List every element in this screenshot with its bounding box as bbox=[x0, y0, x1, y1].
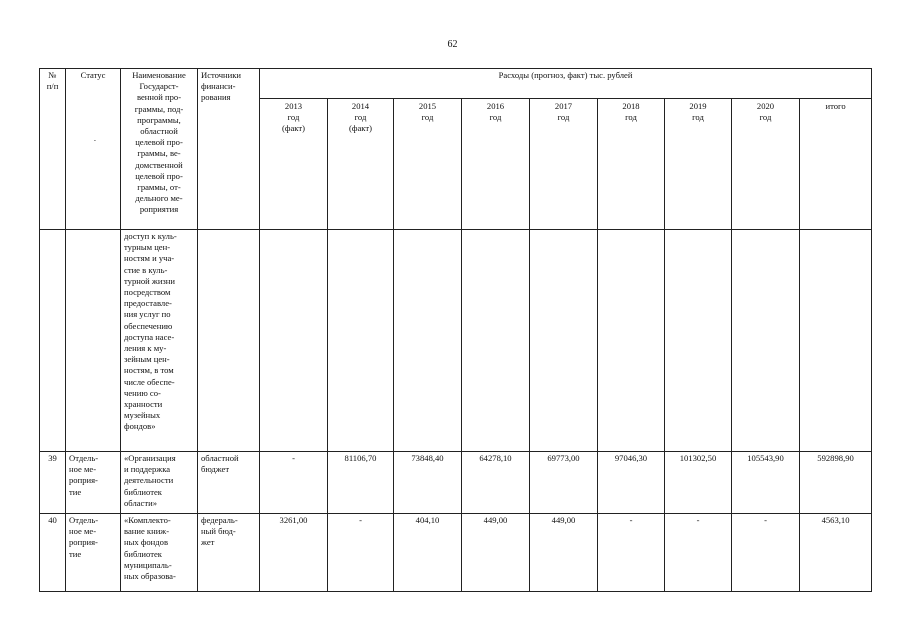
source-header: Источники финанси- рования bbox=[198, 69, 260, 230]
expenses-table bbox=[39, 68, 872, 592]
value-2013: 3261,00 bbox=[260, 514, 328, 592]
value-total: 592898,90 bbox=[800, 452, 872, 514]
row-status: Отдель- ное ме- роприя- тие bbox=[66, 452, 121, 514]
name-header: Наименование Государст- венной про- граммы, под- программы, областной целевой про- граммы, ве- домственной целевой про- граммы, от- дельного ме- роприятия bbox=[121, 69, 198, 230]
row-number: 40 bbox=[40, 514, 66, 592]
value-2019: - bbox=[665, 514, 732, 592]
table-row bbox=[40, 514, 872, 592]
value-2018: 97046,30 bbox=[598, 452, 665, 514]
value-2020: 105543,90 bbox=[732, 452, 800, 514]
cell-empty bbox=[66, 230, 121, 452]
status-header-label: Статус bbox=[80, 70, 106, 80]
cell-empty bbox=[462, 230, 530, 452]
cell-empty bbox=[40, 230, 66, 452]
year-header-2016: 2016 год bbox=[462, 99, 530, 230]
status-header bbox=[66, 69, 121, 230]
row-number: 39 bbox=[40, 452, 66, 514]
header-row bbox=[40, 69, 872, 99]
status-header-mark: . bbox=[93, 133, 97, 144]
year-header-2019: 2019 год bbox=[665, 99, 732, 230]
num-header: № п/п bbox=[40, 69, 66, 230]
cell-empty bbox=[328, 230, 394, 452]
value-2017: 69773,00 bbox=[530, 452, 598, 514]
cell-empty bbox=[260, 230, 328, 452]
cell-empty bbox=[198, 230, 260, 452]
year-header-2014: 2014 год (факт) bbox=[328, 99, 394, 230]
value-2018: - bbox=[598, 514, 665, 592]
cell-empty bbox=[732, 230, 800, 452]
value-total: 4563,10 bbox=[800, 514, 872, 592]
row-status: Отдель- ное ме- роприя- тие bbox=[66, 514, 121, 592]
year-header-2017: 2017 год bbox=[530, 99, 598, 230]
value-2014: - bbox=[328, 514, 394, 592]
expenses-header: Расходы (прогноз, факт) тыс. рублей bbox=[260, 69, 872, 99]
value-2020: - bbox=[732, 514, 800, 592]
table-row bbox=[40, 452, 872, 514]
value-2016: 64278,10 bbox=[462, 452, 530, 514]
continuation-row bbox=[40, 230, 872, 452]
continuation-name: доступ к куль- турным цен- ностям и уча- стие в куль- турной жизни посредством предоставле- ния услуг по обеспечению доступа насе- ления к му- зейным цен- ностям, в том числе обеспе- чению со- хранности музейных фондов» bbox=[121, 230, 198, 452]
value-2016: 449,00 bbox=[462, 514, 530, 592]
value-2017: 449,00 bbox=[530, 514, 598, 592]
year-header-2018: 2018 год bbox=[598, 99, 665, 230]
value-2015: 73848,40 bbox=[394, 452, 462, 514]
cell-empty bbox=[530, 230, 598, 452]
cell-empty bbox=[394, 230, 462, 452]
row-name: «Организация и поддержка деятельности библиотек области» bbox=[121, 452, 198, 514]
row-source: федераль- ный бюд- жет bbox=[198, 514, 260, 592]
page-number: 62 bbox=[447, 39, 458, 50]
value-2014: 81106,70 bbox=[328, 452, 394, 514]
year-header-2020: 2020 год bbox=[732, 99, 800, 230]
year-header-2015: 2015 год bbox=[394, 99, 462, 230]
value-2019: 101302,50 bbox=[665, 452, 732, 514]
total-header: итого bbox=[800, 99, 872, 230]
value-2013: - bbox=[260, 452, 328, 514]
cell-empty bbox=[800, 230, 872, 452]
value-2015: 404,10 bbox=[394, 514, 462, 592]
cell-empty bbox=[665, 230, 732, 452]
row-name: «Комплекто- вание книж- ных фондов библиотек муниципаль- ных образова- bbox=[121, 514, 198, 592]
row-source: областной бюджет bbox=[198, 452, 260, 514]
cell-empty bbox=[598, 230, 665, 452]
year-header-2013: 2013 год (факт) bbox=[260, 99, 328, 230]
